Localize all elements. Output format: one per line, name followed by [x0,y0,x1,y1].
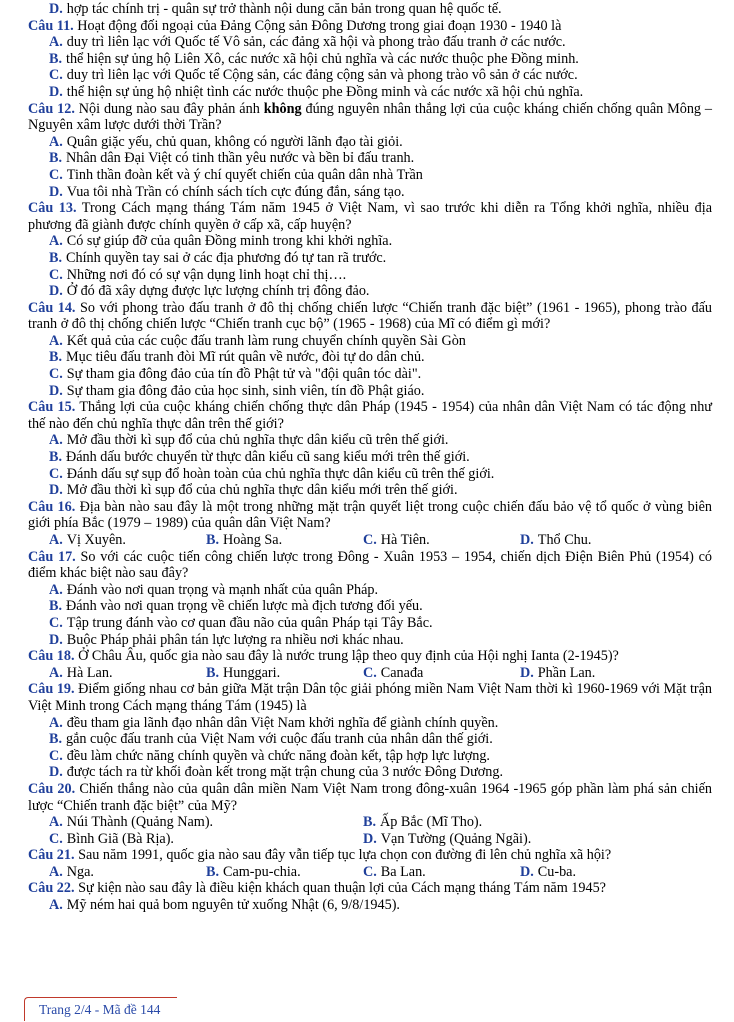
question-stem [28,648,712,665]
answer-option[interactable] [28,134,712,151]
answer-option[interactable] [49,864,206,881]
option-letter: B. [49,50,63,67]
option-text: Thổ Chu. [537,532,592,548]
option-letter: A. [49,34,63,51]
answer-option[interactable] [28,51,712,68]
answer-option[interactable] [28,715,712,732]
question-text: Ở Châu Âu, quốc gia nào sau đây là nước trung lập theo quy định của Hội nghị Ianta (2-1945)? [78,648,619,665]
answer-option[interactable] [28,349,712,366]
option-letter: D. [520,664,534,681]
option-letter: C. [363,532,377,548]
question-text: Sự kiện nào sau đây là điều kiện khách quan thuận lợi của Cách mạng tháng Tám năm 1945? [78,880,606,897]
option-text: Núi Thành (Quảng Nam). [66,814,214,831]
option-letter: D. [363,830,377,847]
option-letter: D. [49,382,63,399]
question-number: Câu 20. [28,780,76,797]
option-text: Những nơi đó có sự vận dụng linh hoạt chỉ thị…. [66,266,347,283]
answer-option[interactable] [28,748,712,765]
answer-option[interactable] [206,532,363,549]
option-letter: D. [49,1,63,17]
answer-option[interactable] [28,449,712,466]
question-stem [28,101,712,134]
answer-option[interactable] [28,267,712,284]
question-number: Câu 22. [28,880,75,897]
option-letter: A. [49,664,63,681]
option-letter: B. [49,598,63,615]
question-number: Câu 11. [28,17,74,34]
option-letter: A. [49,814,63,831]
option-letter: A. [49,863,63,880]
question-text: Điểm giống nhau cơ bản giữa Mặt trận Dân tộc giải phóng miền Nam Việt Nam thời kì 1960-1969 với Mặt trận Việt Minh trong Cách mạng tháng Tám (1945) là [28,681,713,714]
option-text: Đánh dấu sự sụp đổ hoàn toàn của chủ nghĩa thực dân kiểu cũ trên thế giới. [66,465,495,482]
option-text: Hunggari. [223,664,281,681]
answer-option[interactable] [520,665,677,682]
option-text: Mở đầu thời kì sụp đổ của chủ nghĩa thực dân kiểu mới trên thế giới. [66,482,458,499]
answer-option[interactable] [28,764,712,781]
answer-option[interactable] [28,84,712,101]
answer-option[interactable] [28,34,712,51]
option-text: Tập trung đánh vào cơ quan đầu não của quân Pháp tại Tây Bắc. [66,614,433,631]
question-stem [28,200,712,233]
option-letter: C. [49,166,63,183]
option-text: Cu-ba. [537,863,577,880]
option-text: Mỹ ném hai quả bom nguyên tử xuống Nhật (6, 9/8/1945). [66,897,400,914]
option-text: Quân giặc yếu, chủ quan, không có người lãnh đạo tài giỏi. [66,133,403,150]
option-letter: A. [49,897,63,914]
answer-option[interactable] [28,150,712,167]
question-stem [28,781,712,814]
answer-option[interactable] [28,333,712,350]
option-text: Nhân dân Đại Việt có tinh thần yêu nước và bền bỉ đấu tranh. [66,150,415,167]
answer-option[interactable] [28,482,712,499]
option-text: đều tham gia lãnh đạo nhân dân Việt Nam khởi nghĩa để giành chính quyền. [66,714,499,731]
question-stem [28,847,712,864]
question-text: Chiến thắng nào của quân dân miền Nam Việt Nam trong đông-xuân 1964 -1965 góp phần làm phá sản chiến lược “Chiến tranh đặc biệt” của Mỹ? [28,780,713,814]
answer-option[interactable] [28,466,712,483]
option-text: Phần Lan. [537,664,596,681]
answer-option[interactable] [363,831,677,848]
answer-option[interactable] [28,615,712,632]
option-text: hợp tác chính trị - quân sự trở thành nội dung căn bản trong quan hệ quốc tế. [66,1,502,17]
question-stem [28,549,712,582]
option-text: Chính quyền tay sai ở các địa phương đó tự tan rã trước. [66,249,387,266]
option-letter: B. [49,249,63,266]
option-letter: C. [363,863,377,880]
answer-option[interactable] [28,432,712,449]
question-text: Hoạt động đối ngoại của Đảng Cộng sản Đông Dương trong giai đoạn 1930 - 1940 là [77,17,562,34]
question-text: So với các cuộc tiến công chiến lược trong Đông - Xuân 1953 – 1954, chiến dịch Điện Biên Phủ (1954) có điểm khác biệt nào sau đây? [28,548,713,582]
option-letter: D. [49,83,63,100]
question-stem [28,300,712,333]
question-stem [28,880,712,897]
question-text: So với phong trào đấu tranh ở đô thị chống chiến lược “Chiến tranh đặc biệt” (1961 - 1965), phong trào đấu tranh ở đô thị chống chiến lược “Chiến tranh cục bộ” (1965 - 1968) của Mĩ có điểm gì mới? [28,299,712,333]
option-letter: A. [49,581,63,598]
question-text: Địa bàn nào sau đây là một trong những mặt trận quyết liệt trong cuộc chiến đấu bảo vệ tổ quốc ở vùng biên giới phía Bắc (1979 – 1989) của quân dân Việt Nam? [28,498,712,532]
option-letter: A. [49,332,63,349]
question-emphasis: không [263,100,302,117]
option-letter: D. [49,631,63,648]
answer-options-row [28,831,712,848]
question-text: đúng nguyên nhân thắng lợi của cuộc kháng chiến chống quân Mông – Nguyên xâm lược dưới thời Trần? [28,100,713,134]
answer-option[interactable] [206,665,363,682]
option-letter: D. [49,482,63,499]
answer-option[interactable] [28,1,712,18]
option-letter: B. [49,731,63,748]
option-text: Vạn Tường (Quảng Ngãi). [380,830,532,847]
answer-option[interactable] [206,864,363,881]
option-letter: A. [49,233,63,250]
option-text: Ở đó đã xây dựng được lực lượng chính trị đông đảo. [66,283,370,300]
answer-option[interactable] [363,864,520,881]
answer-option[interactable] [520,864,677,881]
option-text: Hoàng Sa. [223,532,283,548]
question-number: Câu 13. [28,200,77,217]
option-letter: A. [49,133,63,150]
answer-option[interactable] [49,665,206,682]
option-letter: B. [206,863,220,880]
option-text: đều làm chức năng chính quyền và chức năng đoàn kết, tập hợp lực lượng. [66,747,490,764]
question-text: Sau năm 1991, quốc gia nào sau đây vẫn tiếp tục lựa chọn con đường đi lên chủ nghĩa xã hội? [78,847,612,864]
question-number: Câu 16. [28,498,76,515]
option-letter: C. [49,266,63,283]
option-letter: B. [49,150,63,167]
answer-option[interactable] [49,831,363,848]
answer-option[interactable] [28,366,712,383]
option-letter: B. [206,664,220,681]
option-text: Vua tôi nhà Trần có chính sách tích cực đúng đắn, sáng tạo. [66,183,405,200]
answer-option[interactable] [28,250,712,267]
answer-option[interactable] [28,233,712,250]
option-letter: C. [49,366,63,383]
question-text: Thắng lợi của cuộc kháng chiến chống thực dân Pháp (1945 - 1954) của nhân dân Việt Nam có tác động như thế nào đến chủ nghĩa thực dân trên thế giới? [28,399,712,432]
answer-option[interactable] [28,383,712,400]
answer-option[interactable] [28,283,712,300]
question-text: Trong Cách mạng tháng Tám năm 1945 ở Việt Nam, vì sao trước khi diễn ra Tổng khởi nghĩa, nhiều địa phương đã giành được chính quyền ở cấp xã, cấp huyện? [28,200,713,233]
question-number: Câu 17. [28,548,76,565]
option-text: Mục tiêu đấu tranh đòi Mĩ rút quân về nước, đòi tự do dân chủ. [66,349,425,366]
option-text: Ba Lan. [380,863,426,880]
option-letter: A. [49,432,63,449]
answer-option[interactable] [363,814,677,831]
question-stem [28,681,712,714]
answer-option[interactable] [28,598,712,615]
question-list [28,1,712,914]
answer-option[interactable] [28,167,712,184]
option-text: duy trì liên lạc với Quốc tế Vô sản, các đảng xã hội và phong trào đấu tranh ở các nước. [66,34,566,51]
option-letter: B. [363,814,377,831]
page-footer: Trang 2/4 - Mã đề 144 [24,997,177,1021]
answer-options-row [28,814,712,831]
option-text: Canađa [380,664,424,681]
option-letter: C. [363,664,377,681]
option-letter: A. [49,532,63,548]
option-text: Có sự giúp đỡ của quân Đồng minh trong khi khởi nghĩa. [66,233,393,250]
answer-option[interactable] [28,184,712,201]
question-number: Câu 19. [28,681,75,698]
option-text: Đánh vào nơi quan trọng về chiến lược mà địch tương đối yếu. [66,598,423,615]
option-letter: A. [49,714,63,731]
answer-option[interactable] [28,582,712,599]
question-number: Câu 21. [28,847,75,864]
answer-options-row [28,864,712,881]
answer-option[interactable] [28,897,712,914]
option-text: Đánh dấu bước chuyển từ thực dân kiểu cũ sang kiểu mới trên thế giới. [66,449,470,466]
question-text-part: Nội dung nào sau đây phản ánh [78,100,260,117]
answer-option[interactable] [28,731,712,748]
option-letter: C. [49,747,63,764]
option-text: Hà Tiên. [380,532,430,548]
question-number: Câu 12. [28,100,75,117]
option-text: Đánh vào nơi quan trọng và mạnh nhất của quân Pháp. [66,581,379,598]
question-stem [28,399,712,432]
option-text: Nga. [66,863,94,880]
option-text: Buộc Pháp phải phân tán lực lượng ra nhiều nơi khác nhau. [66,631,404,648]
option-letter: B. [49,449,63,466]
question-number: Câu 14. [28,299,76,316]
option-letter: D. [49,283,63,300]
option-text: Sự tham gia đông đảo của tín đồ Phật tử và "đội quân tóc dài". [66,366,422,383]
option-text: được tách ra từ khối đoàn kết trong mặt trận chung của 3 nước Đông Dương. [66,764,504,781]
option-letter: C. [49,614,63,631]
question-number: Câu 15. [28,399,76,416]
option-text: Mở đầu thời kì sụp đổ của chủ nghĩa thực dân kiểu cũ trên thế giới. [66,432,449,449]
option-text: thể hiện sự ủng hộ Liên Xô, các nước xã hội chủ nghĩa và các nước thuộc phe Đồng minh. [66,50,579,67]
answer-option[interactable] [49,532,206,549]
option-text: duy trì liên lạc với Quốc tế Cộng sản, các đảng cộng sản và phong trào vô sản ở các nước. [66,67,578,84]
option-text: Ấp Bắc (Mĩ Tho). [380,814,483,831]
question-number: Câu 18. [28,648,75,665]
option-letter: D. [49,764,63,781]
option-text: Bình Giã (Bà Rịa). [66,830,174,847]
option-letter: C. [49,67,63,84]
option-letter: C. [49,830,63,847]
option-text: Hà Lan. [66,664,113,681]
answer-options-row [28,532,712,549]
answer-option[interactable] [520,532,677,549]
option-text: Vị Xuyên. [66,532,126,548]
question-stem [28,18,712,35]
option-letter: B. [49,349,63,366]
answer-option[interactable] [28,67,712,84]
question-stem [28,499,712,532]
option-text: thể hiện sự ủng hộ nhiệt tình các nước thuộc phe Đồng minh và các nước xã hội chủ nghĩa. [66,83,584,100]
answer-option[interactable] [363,532,520,549]
option-text: Sự tham gia đông đảo của học sinh, sinh viên, tín đồ Phật giáo. [66,382,425,399]
option-text: Kết quả của các cuộc đấu tranh làm rung chuyển chính quyền Sài Gòn [66,332,466,349]
answer-options-row [28,665,712,682]
answer-option[interactable] [28,632,712,649]
option-letter: B. [206,532,220,548]
answer-option[interactable] [363,665,520,682]
option-text: gắn cuộc đấu tranh của Việt Nam với cuộc đấu tranh của nhân dân thế giới. [66,731,493,748]
option-text: Cam-pu-chia. [223,863,301,880]
option-letter: D. [520,532,534,548]
option-letter: D. [49,183,63,200]
answer-option[interactable] [49,814,363,831]
option-letter: D. [520,863,534,880]
option-text: Tinh thần đoàn kết và ý chí quyết chiến của quân dân nhà Trần [66,166,423,183]
option-letter: C. [49,465,63,482]
